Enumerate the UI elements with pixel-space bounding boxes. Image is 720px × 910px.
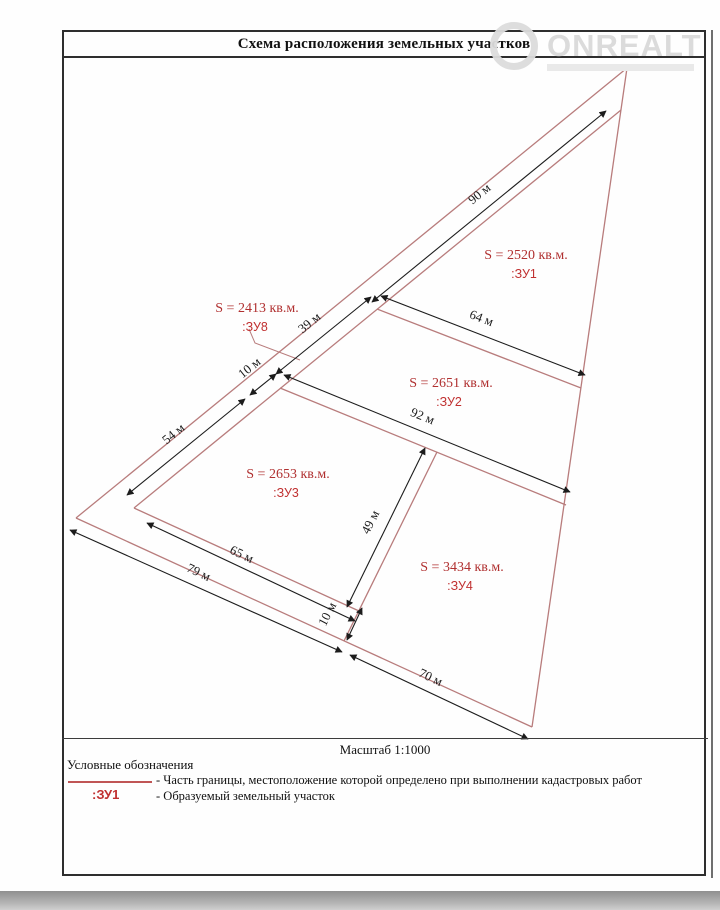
- legend-parcel-symbol: :ЗУ1: [92, 787, 120, 802]
- legend-heading: Условные обозначения: [67, 757, 194, 772]
- legend-item-parcel-text: - Образуемый земельный участок: [156, 789, 335, 803]
- parcel-area-label: S = 2651 кв.м.: [409, 376, 493, 391]
- boundary-line: [76, 68, 627, 518]
- parcel-area-label: S = 3434 кв.м.: [420, 560, 504, 575]
- legend-boundary-line-sample: [68, 781, 152, 783]
- parcel-id-label: :ЗУ8: [242, 320, 268, 334]
- scan-edge-band: [0, 891, 720, 910]
- dimension-label: 10 м: [234, 353, 264, 382]
- boundary-line: [280, 388, 566, 505]
- watermark-logo-icon: [490, 22, 538, 70]
- dimension-line: [372, 111, 606, 302]
- dimension-label: 70 м: [416, 664, 446, 689]
- legend-item-boundary-text: - Часть границы, местоположение которой определено при выполнении кадастровых работ: [156, 773, 642, 787]
- parcel-id-label: :ЗУ2: [436, 395, 462, 409]
- dimension-line: [250, 374, 276, 395]
- dimension-line: [381, 296, 585, 375]
- dimension-label: 92 м: [408, 404, 437, 428]
- boundary-line: [532, 68, 627, 727]
- dimension-label: 39 м: [294, 308, 324, 337]
- parcel-area-label: S = 2520 кв.м.: [484, 248, 568, 263]
- dimension-label: 65 м: [227, 541, 257, 566]
- dimension-line: [70, 530, 342, 652]
- parcel-area-label: S = 2413 кв.м.: [215, 301, 299, 316]
- watermark-text: ONREALT: [547, 28, 702, 63]
- dimension-line: [127, 399, 245, 495]
- dimension-line: [350, 655, 528, 739]
- dimension-label: 49 м: [357, 507, 383, 537]
- parcel-area-label: S = 2653 кв.м.: [246, 467, 330, 482]
- watermark-subtext-bar: [547, 64, 694, 71]
- dimension-label: 79 м: [184, 559, 214, 584]
- boundary-line: [76, 518, 532, 727]
- page-title: Схема расположения земельных участков: [64, 32, 704, 58]
- parcel-id-label: :ЗУ3: [273, 486, 299, 500]
- dimension-label: 10 м: [314, 599, 340, 629]
- scale-label: Масштаб 1:1000: [339, 742, 431, 757]
- scale-separator-line: [62, 738, 708, 739]
- dimension-label: 90 м: [464, 179, 494, 208]
- watermark: [490, 22, 702, 70]
- boundary-line: [344, 452, 437, 641]
- dimension-label: 64 м: [467, 306, 496, 330]
- parcel-id-label: :ЗУ4: [447, 579, 473, 593]
- dimension-line: [347, 608, 362, 640]
- parcel-id-label: :ЗУ1: [511, 267, 537, 281]
- dimension-label: 54 м: [158, 419, 188, 448]
